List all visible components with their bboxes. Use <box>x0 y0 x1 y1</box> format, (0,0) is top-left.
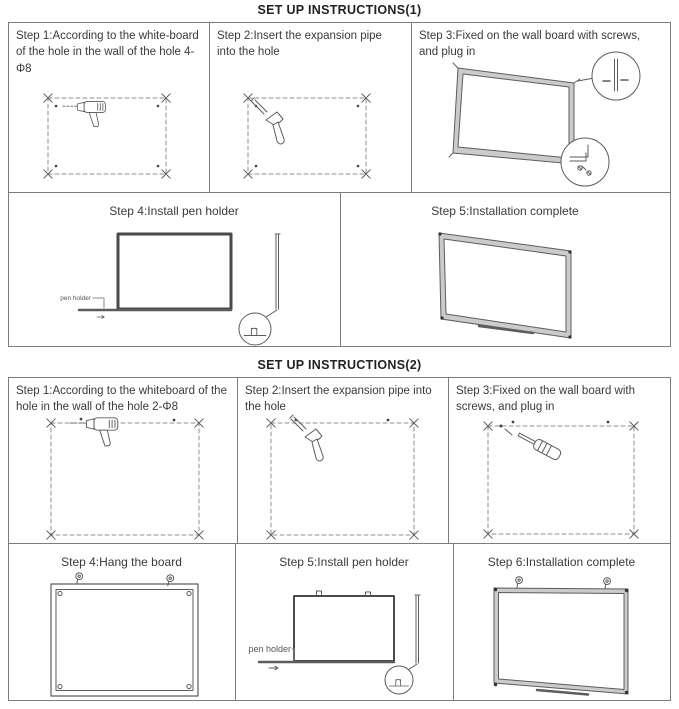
panel-s2-step3 <box>449 378 670 543</box>
step-caption: Step 2:Insert the expansion pipe into the hole <box>245 385 432 414</box>
panel-s1-step3 <box>412 23 670 192</box>
section2-title: SET UP INSTRUCTIONS(2) <box>257 358 422 372</box>
section1-panel-grid <box>8 22 671 347</box>
panel-s2-step5 <box>236 544 454 700</box>
arrow-mark <box>269 666 278 670</box>
magnifier-circle <box>239 313 271 345</box>
step-caption: Step 1:According to the white-board of the hole in the wall of the hole 4-Φ8 <box>16 30 199 75</box>
panel-s2-step4 <box>9 544 236 700</box>
step-caption: Step 4:Hang the board <box>61 555 182 569</box>
pen-holder-label: pen holder <box>60 295 91 302</box>
panel-s1-step4 <box>9 193 341 346</box>
hanging-hook-icon <box>514 576 524 589</box>
step-caption: Step 2:Insert the expansion pipe into the hole <box>217 30 382 59</box>
section2-row2 <box>9 544 670 700</box>
hammer-pipe-icon <box>290 415 323 461</box>
step-caption: Step 3:Fixed on the wall board with screws, and plug in <box>419 30 641 59</box>
section1-row2 <box>9 193 670 346</box>
panel-s1-step1 <box>9 23 210 192</box>
section2-row1 <box>9 378 670 544</box>
step-caption: Step 4:Install pen holder <box>109 204 239 218</box>
screwdriver-icon <box>500 425 563 461</box>
magnifier-circle <box>561 138 609 186</box>
step-caption: Step 3:Fixed on the wall board with screws, and plug in <box>456 385 635 414</box>
step-caption: Step 5:Install pen holder <box>279 555 409 569</box>
hanging-hook-icon <box>602 577 612 590</box>
panel-s1-step5 <box>341 193 670 346</box>
panel-s2-step1 <box>9 378 238 543</box>
section1-row1 <box>9 23 670 193</box>
pen-holder-label: pen holder <box>248 644 291 654</box>
step-caption: Step 1:According to the whiteboard of the hole in the wall of the hole 2-Φ8 <box>16 385 227 414</box>
section2-panel-grid <box>8 377 671 701</box>
step-caption: Step 5:Installation complete <box>431 204 579 218</box>
drill-icon <box>70 418 118 446</box>
arrow-mark <box>97 316 104 319</box>
section1-title: SET UP INSTRUCTIONS(1) <box>257 3 422 17</box>
panel-s2-step2 <box>238 378 449 543</box>
step-caption: Step 6:Installation complete <box>487 555 636 569</box>
panel-s2-step6 <box>454 544 670 700</box>
panel-s1-step2 <box>210 23 412 192</box>
drill-icon <box>63 101 106 126</box>
hanging-hook-icon <box>74 572 84 585</box>
